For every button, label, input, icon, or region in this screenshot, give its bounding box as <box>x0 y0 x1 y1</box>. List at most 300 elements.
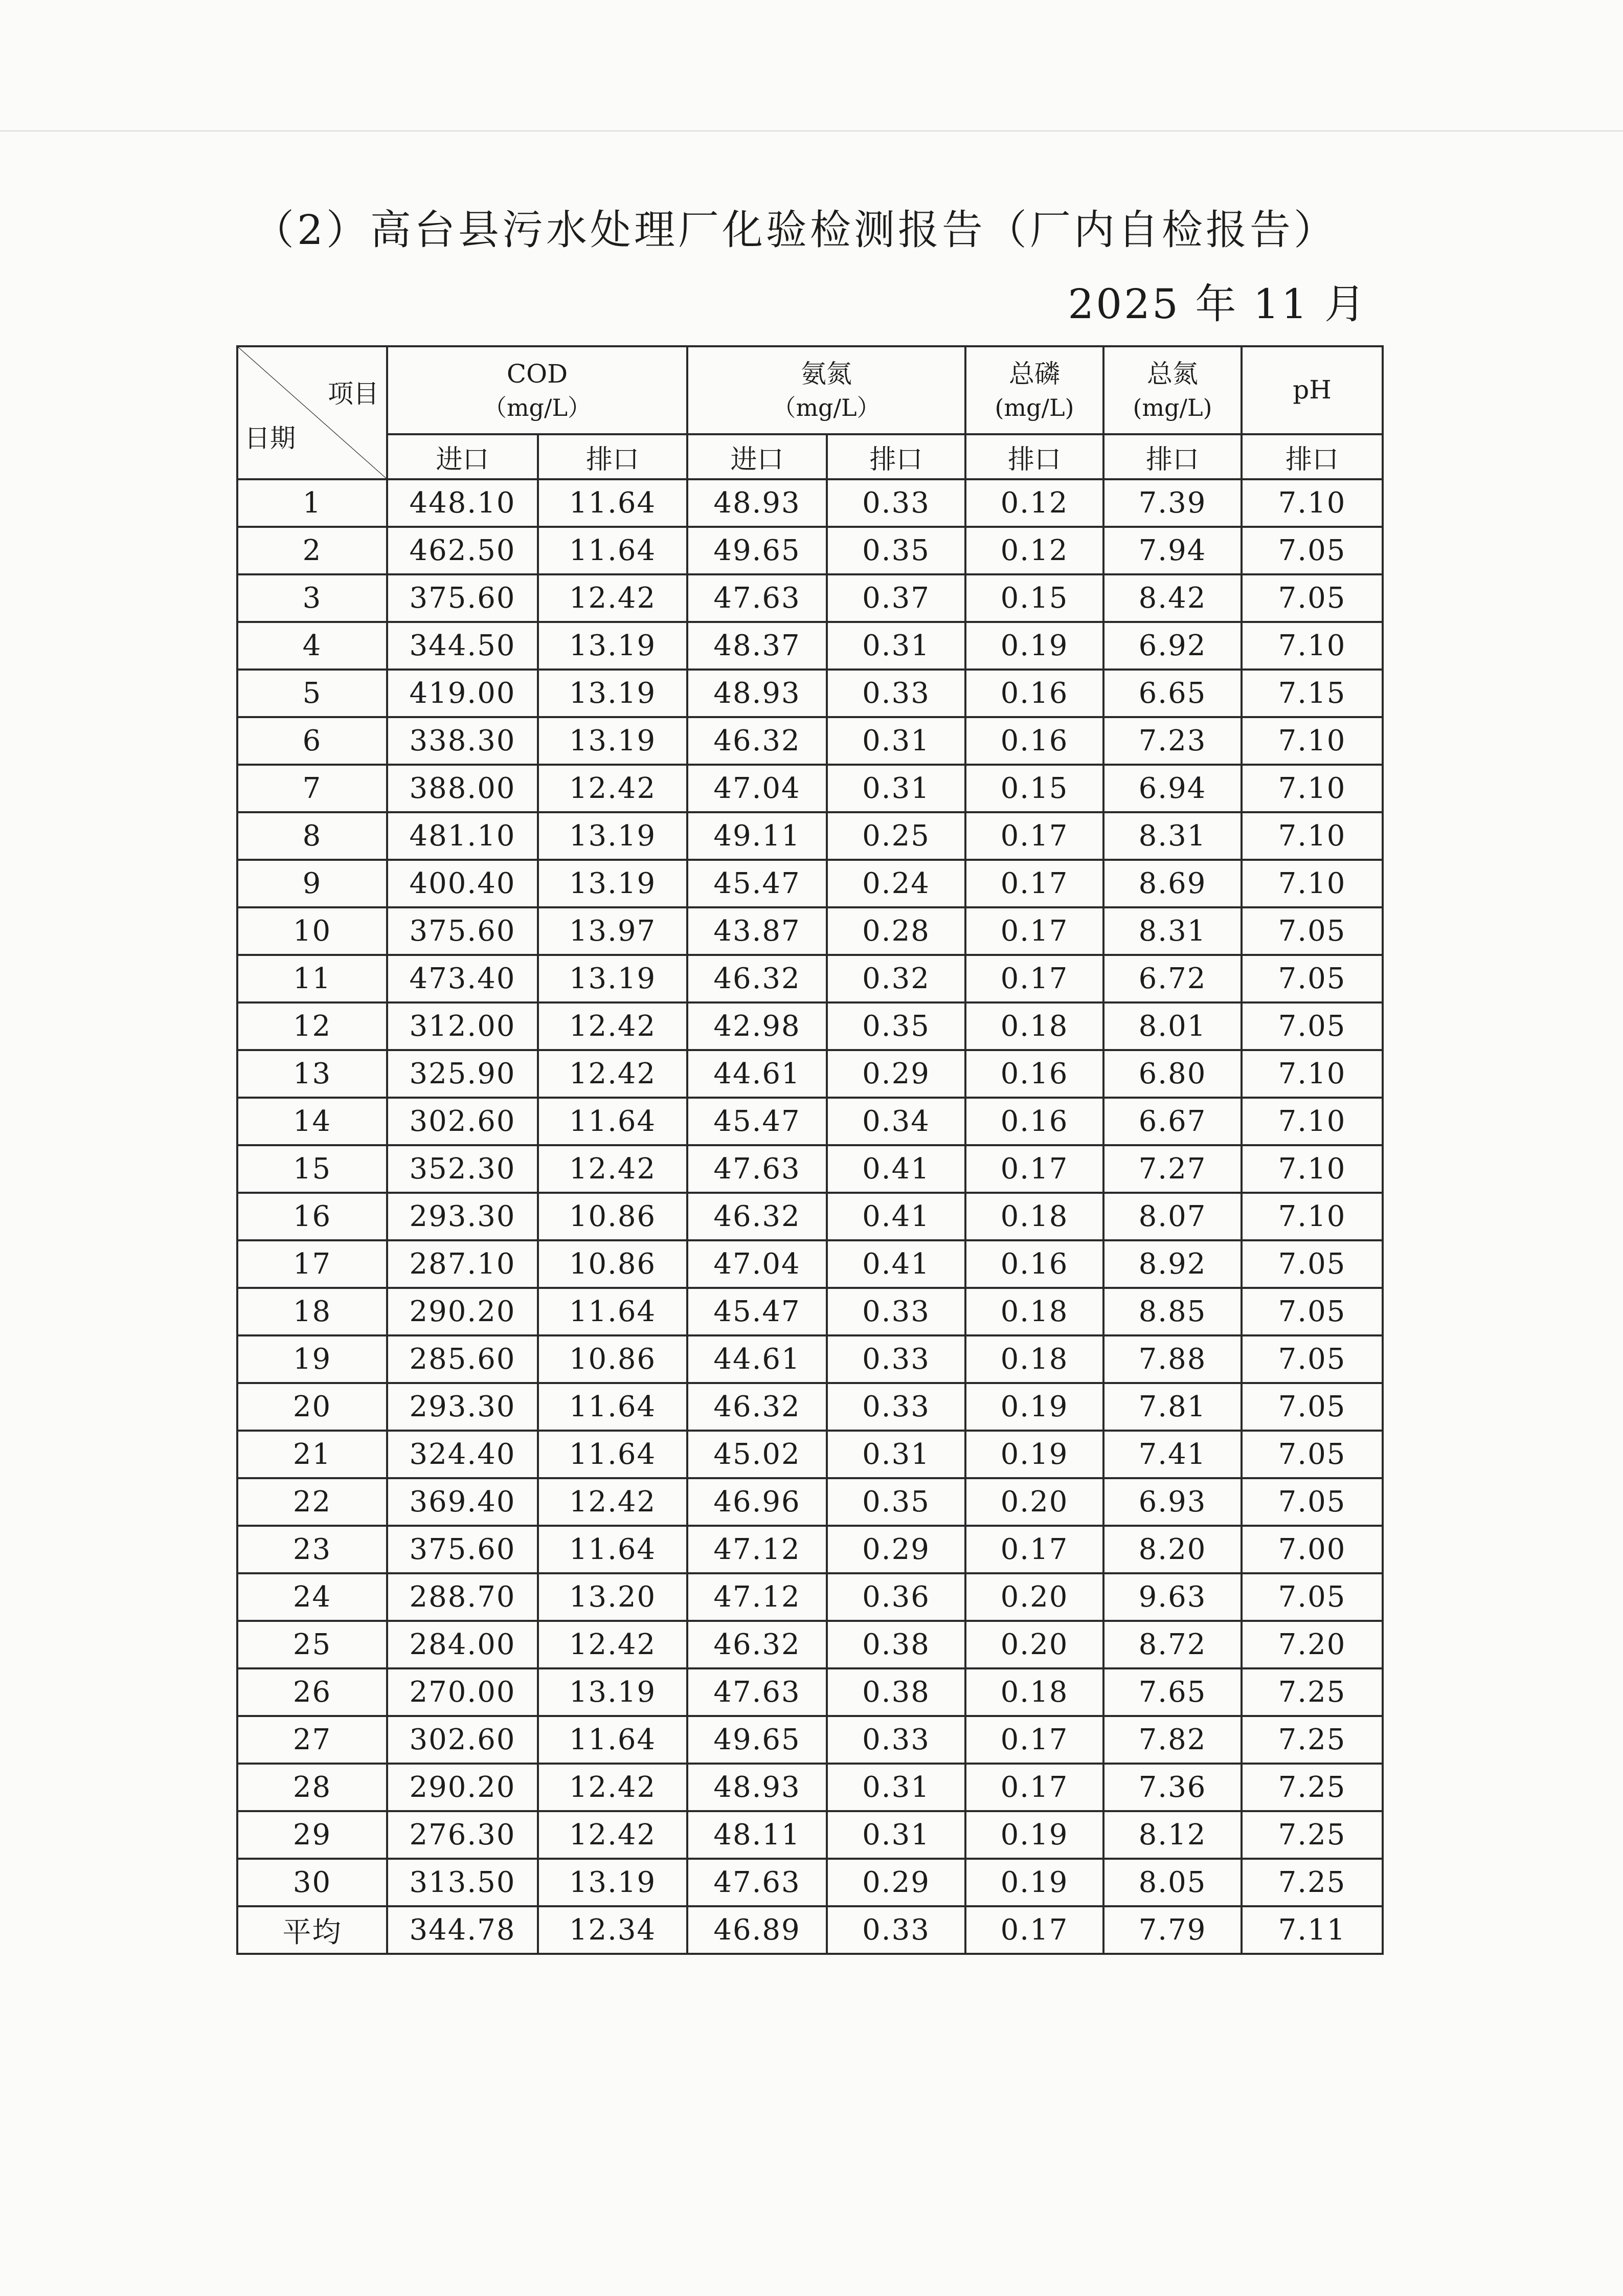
cod-outlet-cell: 10.86 <box>538 1193 687 1240</box>
nh3n-outlet-cell: 0.33 <box>827 1716 965 1764</box>
cod-outlet-cell: 13.19 <box>538 1859 687 1906</box>
nh3n-outlet-cell: 0.41 <box>827 1240 965 1288</box>
tp-unit: (mg/L) <box>995 393 1074 421</box>
tn-outlet-header: 排口 <box>1103 434 1242 479</box>
tn-outlet-cell: 8.31 <box>1103 907 1242 955</box>
tn-outlet-cell: 9.63 <box>1103 1573 1242 1621</box>
ph-outlet-cell: 7.10 <box>1242 1098 1383 1145</box>
nh3n-outlet-cell: 0.35 <box>827 527 965 574</box>
nh3n-outlet-cell: 0.37 <box>827 574 965 622</box>
ph-header <box>1242 346 1383 434</box>
cod-inlet-cell: 270.00 <box>387 1668 538 1716</box>
avg-cod-outlet: 12.34 <box>538 1906 687 1954</box>
cod-inlet-cell: 285.60 <box>387 1335 538 1383</box>
cod-inlet-cell: 325.90 <box>387 1050 538 1098</box>
nh3n-outlet-cell: 0.35 <box>827 1478 965 1526</box>
table-row <box>237 1764 1383 1811</box>
tp-outlet-cell: 0.19 <box>965 622 1103 670</box>
day-cell: 9 <box>237 860 387 907</box>
table-row <box>237 1478 1383 1526</box>
report-date: 2025 年 11 月 <box>1068 280 1367 328</box>
nh3n-inlet-cell: 47.04 <box>687 765 827 812</box>
nh3n-inlet-cell: 42.98 <box>687 1002 827 1050</box>
ph-outlet-cell: 7.10 <box>1242 765 1383 812</box>
tp-outlet-cell: 0.15 <box>965 574 1103 622</box>
day-cell: 2 <box>237 527 387 574</box>
cod-outlet-cell: 12.42 <box>538 1621 687 1668</box>
cod-inlet-cell: 473.40 <box>387 955 538 1002</box>
day-cell: 13 <box>237 1050 387 1098</box>
ph-outlet-cell: 7.05 <box>1242 1240 1383 1288</box>
nh3n-inlet-cell: 49.11 <box>687 812 827 860</box>
tn-outlet-cell: 6.65 <box>1103 670 1242 717</box>
tp-outlet-header: 排口 <box>965 434 1103 479</box>
cod-inlet-cell: 344.50 <box>387 622 538 670</box>
cod-outlet-cell: 11.64 <box>538 479 687 527</box>
nh3n-inlet-cell: 48.93 <box>687 670 827 717</box>
tn-outlet-cell: 8.72 <box>1103 1621 1242 1668</box>
table-row <box>237 1716 1383 1764</box>
cod-outlet-cell: 11.64 <box>538 1383 687 1431</box>
tp-outlet-cell: 0.17 <box>965 1526 1103 1573</box>
nh3n-inlet-cell: 46.96 <box>687 1478 827 1526</box>
day-cell: 30 <box>237 1859 387 1906</box>
nh3n-outlet-cell: 0.28 <box>827 907 965 955</box>
ph-outlet-cell: 7.10 <box>1242 622 1383 670</box>
ph-outlet-cell: 7.05 <box>1242 1288 1383 1335</box>
table-row <box>237 1050 1383 1098</box>
cod-outlet-cell: 13.19 <box>538 812 687 860</box>
cod-unit: （mg/L） <box>483 393 592 421</box>
table-row <box>237 479 1383 527</box>
nh3n-inlet-cell: 44.61 <box>687 1050 827 1098</box>
cod-inlet-cell: 419.00 <box>387 670 538 717</box>
ph-outlet-cell: 7.20 <box>1242 1621 1383 1668</box>
tn-outlet-cell: 8.20 <box>1103 1526 1242 1573</box>
tn-outlet-cell: 8.42 <box>1103 574 1242 622</box>
ph-outlet-cell: 7.25 <box>1242 1716 1383 1764</box>
nh3n-inlet-cell: 45.47 <box>687 860 827 907</box>
cod-inlet-cell: 481.10 <box>387 812 538 860</box>
avg-ph-outlet: 7.11 <box>1242 1906 1383 1954</box>
tp-outlet-cell: 0.16 <box>965 670 1103 717</box>
cod-outlet-cell: 13.19 <box>538 670 687 717</box>
day-cell: 5 <box>237 670 387 717</box>
ph-outlet-cell: 7.25 <box>1242 1764 1383 1811</box>
nh3n-inlet-cell: 47.63 <box>687 1145 827 1193</box>
table-row <box>237 1573 1383 1621</box>
nh3n-inlet-cell: 48.93 <box>687 1764 827 1811</box>
header-row-sub <box>237 434 1383 479</box>
water-quality-table <box>236 345 1384 1955</box>
tp-outlet-cell: 0.18 <box>965 1288 1103 1335</box>
cod-outlet-cell: 12.42 <box>538 1050 687 1098</box>
day-cell: 10 <box>237 907 387 955</box>
day-cell: 14 <box>237 1098 387 1145</box>
cod-outlet-cell: 11.64 <box>538 1716 687 1764</box>
tn-outlet-cell: 7.39 <box>1103 479 1242 527</box>
nh3n-outlet-cell: 0.31 <box>827 765 965 812</box>
tn-outlet-cell: 7.94 <box>1103 527 1242 574</box>
cod-name: COD <box>506 359 568 389</box>
tn-outlet-cell: 6.92 <box>1103 622 1242 670</box>
table-row <box>237 1431 1383 1478</box>
tn-outlet-cell: 8.12 <box>1103 1811 1242 1859</box>
tn-outlet-cell: 6.72 <box>1103 955 1242 1002</box>
nh3n-outlet-header: 排口 <box>827 434 965 479</box>
avg-tn-outlet: 7.79 <box>1103 1906 1242 1954</box>
cod-inlet-cell: 352.30 <box>387 1145 538 1193</box>
ph-name: pH <box>1293 375 1332 405</box>
day-cell: 4 <box>237 622 387 670</box>
day-cell: 19 <box>237 1335 387 1383</box>
table-row <box>237 1383 1383 1431</box>
tn-outlet-cell: 7.82 <box>1103 1716 1242 1764</box>
day-cell: 17 <box>237 1240 387 1288</box>
table-row <box>237 955 1383 1002</box>
table-row <box>237 622 1383 670</box>
tp-name: 总磷 <box>1009 359 1060 389</box>
cod-inlet-cell: 293.30 <box>387 1193 538 1240</box>
nh3n-outlet-cell: 0.33 <box>827 1383 965 1431</box>
ph-outlet-cell: 7.10 <box>1242 717 1383 765</box>
nh3n-inlet-cell: 47.63 <box>687 1859 827 1906</box>
day-cell: 16 <box>237 1193 387 1240</box>
day-cell: 22 <box>237 1478 387 1526</box>
tn-outlet-cell: 8.01 <box>1103 1002 1242 1050</box>
nh3n-inlet-cell: 47.12 <box>687 1573 827 1621</box>
tp-outlet-cell: 0.19 <box>965 1859 1103 1906</box>
day-cell: 18 <box>237 1288 387 1335</box>
nh3n-outlet-cell: 0.29 <box>827 1859 965 1906</box>
ph-outlet-cell: 7.15 <box>1242 670 1383 717</box>
ph-outlet-cell: 7.10 <box>1242 1050 1383 1098</box>
tp-outlet-cell: 0.12 <box>965 527 1103 574</box>
tp-outlet-cell: 0.20 <box>965 1621 1103 1668</box>
cod-inlet-cell: 375.60 <box>387 574 538 622</box>
day-cell: 11 <box>237 955 387 1002</box>
average-label: 平均 <box>237 1906 387 1954</box>
nh3n-outlet-cell: 0.31 <box>827 1811 965 1859</box>
nh3n-outlet-cell: 0.34 <box>827 1098 965 1145</box>
nh3n-inlet-cell: 46.32 <box>687 1621 827 1668</box>
day-cell: 12 <box>237 1002 387 1050</box>
tp-header <box>965 346 1103 434</box>
ph-outlet-cell: 7.10 <box>1242 1193 1383 1240</box>
nh3n-inlet-cell: 46.32 <box>687 1193 827 1240</box>
table-row <box>237 1859 1383 1906</box>
tp-outlet-cell: 0.18 <box>965 1193 1103 1240</box>
nh3n-outlet-cell: 0.25 <box>827 812 965 860</box>
tn-outlet-cell: 8.05 <box>1103 1859 1242 1906</box>
cod-inlet-cell: 462.50 <box>387 527 538 574</box>
table-row <box>237 812 1383 860</box>
ph-outlet-cell: 7.25 <box>1242 1859 1383 1906</box>
cod-outlet-cell: 12.42 <box>538 1145 687 1193</box>
tp-outlet-cell: 0.17 <box>965 907 1103 955</box>
cod-outlet-cell: 13.19 <box>538 717 687 765</box>
table-row <box>237 1621 1383 1668</box>
ph-outlet-cell: 7.00 <box>1242 1526 1383 1573</box>
tp-outlet-cell: 0.16 <box>965 1050 1103 1098</box>
tn-header <box>1103 346 1242 434</box>
nh3n-outlet-cell: 0.33 <box>827 1288 965 1335</box>
cod-outlet-cell: 11.64 <box>538 527 687 574</box>
day-cell: 15 <box>237 1145 387 1193</box>
cod-outlet-cell: 13.19 <box>538 955 687 1002</box>
tp-outlet-cell: 0.17 <box>965 1716 1103 1764</box>
cod-outlet-cell: 11.64 <box>538 1431 687 1478</box>
cod-outlet-cell: 11.64 <box>538 1288 687 1335</box>
nh3n-inlet-cell: 47.04 <box>687 1240 827 1288</box>
cod-outlet-cell: 13.19 <box>538 1668 687 1716</box>
nh3n-outlet-cell: 0.38 <box>827 1668 965 1716</box>
nh3n-inlet-cell: 49.65 <box>687 527 827 574</box>
day-cell: 8 <box>237 812 387 860</box>
tn-outlet-cell: 7.27 <box>1103 1145 1242 1193</box>
cod-inlet-cell: 313.50 <box>387 1859 538 1906</box>
avg-nh3n-outlet: 0.33 <box>827 1906 965 1954</box>
table-body <box>237 479 1383 1906</box>
cod-outlet-cell: 11.64 <box>538 1098 687 1145</box>
tp-outlet-cell: 0.19 <box>965 1811 1103 1859</box>
day-cell: 26 <box>237 1668 387 1716</box>
cod-outlet-header: 排口 <box>538 434 687 479</box>
nh3n-inlet-cell: 46.32 <box>687 1383 827 1431</box>
tn-outlet-cell: 8.92 <box>1103 1240 1242 1288</box>
ph-outlet-cell: 7.05 <box>1242 574 1383 622</box>
tp-outlet-cell: 0.15 <box>965 765 1103 812</box>
nh3n-outlet-cell: 0.33 <box>827 670 965 717</box>
day-cell: 6 <box>237 717 387 765</box>
nh3n-outlet-cell: 0.31 <box>827 717 965 765</box>
cod-outlet-cell: 13.19 <box>538 860 687 907</box>
corner-header-cell <box>237 346 387 479</box>
ph-outlet-cell: 7.05 <box>1242 1383 1383 1431</box>
cod-outlet-cell: 12.42 <box>538 765 687 812</box>
tp-outlet-cell: 0.16 <box>965 1240 1103 1288</box>
ph-outlet-cell: 7.05 <box>1242 1335 1383 1383</box>
tp-outlet-cell: 0.17 <box>965 1145 1103 1193</box>
table-row <box>237 527 1383 574</box>
tn-name: 总氮 <box>1147 359 1198 389</box>
ph-outlet-cell: 7.05 <box>1242 527 1383 574</box>
ph-outlet-cell: 7.25 <box>1242 1668 1383 1716</box>
cod-inlet-cell: 284.00 <box>387 1621 538 1668</box>
tp-outlet-cell: 0.20 <box>965 1478 1103 1526</box>
ph-outlet-cell: 7.05 <box>1242 955 1383 1002</box>
tp-outlet-cell: 0.16 <box>965 717 1103 765</box>
cod-outlet-cell: 13.20 <box>538 1573 687 1621</box>
nh3n-outlet-cell: 0.31 <box>827 1764 965 1811</box>
nh3n-outlet-cell: 0.31 <box>827 622 965 670</box>
ph-outlet-cell: 7.10 <box>1242 812 1383 860</box>
tn-outlet-cell: 8.69 <box>1103 860 1242 907</box>
nh3n-outlet-cell: 0.29 <box>827 1526 965 1573</box>
tn-outlet-cell: 7.23 <box>1103 717 1242 765</box>
day-cell: 7 <box>237 765 387 812</box>
corner-date-label: 日期 <box>244 423 296 453</box>
tp-outlet-cell: 0.17 <box>965 955 1103 1002</box>
nh3n-outlet-cell: 0.29 <box>827 1050 965 1098</box>
day-cell: 28 <box>237 1764 387 1811</box>
table-row <box>237 860 1383 907</box>
nh3n-inlet-cell: 43.87 <box>687 907 827 955</box>
nh3n-inlet-cell: 45.47 <box>687 1098 827 1145</box>
ph-outlet-cell: 7.25 <box>1242 1811 1383 1859</box>
nh3n-inlet-cell: 49.65 <box>687 1716 827 1764</box>
ph-outlet-cell: 7.05 <box>1242 1002 1383 1050</box>
nh3n-inlet-cell: 48.93 <box>687 479 827 527</box>
table-row <box>237 1526 1383 1573</box>
nh3n-inlet-cell: 47.63 <box>687 574 827 622</box>
ph-outlet-cell: 7.05 <box>1242 1431 1383 1478</box>
table-row <box>237 1288 1383 1335</box>
cod-outlet-cell: 12.42 <box>538 1478 687 1526</box>
tn-outlet-cell: 7.81 <box>1103 1383 1242 1431</box>
tp-outlet-cell: 0.20 <box>965 1573 1103 1621</box>
nh3n-outlet-cell: 0.32 <box>827 955 965 1002</box>
nh3n-outlet-cell: 0.35 <box>827 1002 965 1050</box>
day-cell: 3 <box>237 574 387 622</box>
tn-outlet-cell: 7.88 <box>1103 1335 1242 1383</box>
tn-outlet-cell: 6.94 <box>1103 765 1242 812</box>
tn-outlet-cell: 6.80 <box>1103 1050 1242 1098</box>
tn-outlet-cell: 7.36 <box>1103 1764 1242 1811</box>
tn-outlet-cell: 6.67 <box>1103 1098 1242 1145</box>
tp-outlet-cell: 0.19 <box>965 1431 1103 1478</box>
cod-inlet-cell: 302.60 <box>387 1716 538 1764</box>
diagonal-divider <box>238 347 386 478</box>
cod-outlet-cell: 12.42 <box>538 1002 687 1050</box>
cod-inlet-header: 进口 <box>387 434 538 479</box>
nh3n-header <box>687 346 965 434</box>
cod-inlet-cell: 324.40 <box>387 1431 538 1478</box>
cod-inlet-cell: 293.30 <box>387 1383 538 1431</box>
day-cell: 25 <box>237 1621 387 1668</box>
cod-header <box>387 346 687 434</box>
tn-outlet-cell: 6.93 <box>1103 1478 1242 1526</box>
tn-outlet-cell: 8.85 <box>1103 1288 1242 1335</box>
table-row <box>237 1002 1383 1050</box>
tp-outlet-cell: 0.12 <box>965 479 1103 527</box>
cod-inlet-cell: 276.30 <box>387 1811 538 1859</box>
nh3n-inlet-cell: 46.32 <box>687 717 827 765</box>
nh3n-outlet-cell: 0.33 <box>827 1335 965 1383</box>
nh3n-inlet-cell: 48.11 <box>687 1811 827 1859</box>
cod-inlet-cell: 312.00 <box>387 1002 538 1050</box>
nh3n-inlet-cell: 48.37 <box>687 622 827 670</box>
cod-inlet-cell: 338.30 <box>387 717 538 765</box>
cod-inlet-cell: 400.40 <box>387 860 538 907</box>
cod-outlet-cell: 13.19 <box>538 622 687 670</box>
tn-outlet-cell: 7.65 <box>1103 1668 1242 1716</box>
day-cell: 21 <box>237 1431 387 1478</box>
nh3n-inlet-cell: 45.47 <box>687 1288 827 1335</box>
nh3n-outlet-cell: 0.41 <box>827 1193 965 1240</box>
table-row <box>237 1193 1383 1240</box>
nh3n-inlet-cell: 45.02 <box>687 1431 827 1478</box>
nh3n-outlet-cell: 0.41 <box>827 1145 965 1193</box>
day-cell: 20 <box>237 1383 387 1431</box>
table-row <box>237 670 1383 717</box>
cod-inlet-cell: 388.00 <box>387 765 538 812</box>
cod-inlet-cell: 369.40 <box>387 1478 538 1526</box>
tn-unit: (mg/L) <box>1133 393 1212 421</box>
tp-outlet-cell: 0.18 <box>965 1335 1103 1383</box>
table-row <box>237 574 1383 622</box>
cod-outlet-cell: 11.64 <box>538 1526 687 1573</box>
tp-outlet-cell: 0.19 <box>965 1383 1103 1431</box>
cod-inlet-cell: 290.20 <box>387 1764 538 1811</box>
table-row <box>237 1145 1383 1193</box>
cod-outlet-cell: 12.42 <box>538 574 687 622</box>
table-row <box>237 1098 1383 1145</box>
ph-outlet-header: 排口 <box>1242 434 1383 479</box>
tn-outlet-cell: 7.41 <box>1103 1431 1242 1478</box>
tp-outlet-cell: 0.18 <box>965 1002 1103 1050</box>
cod-inlet-cell: 288.70 <box>387 1573 538 1621</box>
avg-cod-inlet: 344.78 <box>387 1906 538 1954</box>
ph-outlet-cell: 7.05 <box>1242 1478 1383 1526</box>
table-row <box>237 1668 1383 1716</box>
nh3n-outlet-cell: 0.33 <box>827 479 965 527</box>
nh3n-name: 氨氮 <box>801 359 852 389</box>
nh3n-outlet-cell: 0.36 <box>827 1573 965 1621</box>
day-cell: 24 <box>237 1573 387 1621</box>
cod-inlet-cell: 375.60 <box>387 1526 538 1573</box>
cod-inlet-cell: 302.60 <box>387 1098 538 1145</box>
tn-outlet-cell: 8.07 <box>1103 1193 1242 1240</box>
avg-nh3n-inlet: 46.89 <box>687 1906 827 1954</box>
day-cell: 1 <box>237 479 387 527</box>
nh3n-outlet-cell: 0.38 <box>827 1621 965 1668</box>
tp-outlet-cell: 0.17 <box>965 812 1103 860</box>
cod-outlet-cell: 12.42 <box>538 1764 687 1811</box>
ph-outlet-cell: 7.05 <box>1242 1573 1383 1621</box>
nh3n-unit: （mg/L） <box>772 393 881 421</box>
table-row <box>237 1335 1383 1383</box>
ph-outlet-cell: 7.05 <box>1242 907 1383 955</box>
nh3n-inlet-cell: 46.32 <box>687 955 827 1002</box>
cod-outlet-cell: 10.86 <box>538 1240 687 1288</box>
nh3n-outlet-cell: 0.24 <box>827 860 965 907</box>
cod-inlet-cell: 448.10 <box>387 479 538 527</box>
avg-tp-outlet: 0.17 <box>965 1906 1103 1954</box>
tn-outlet-cell: 8.31 <box>1103 812 1242 860</box>
table-row <box>237 717 1383 765</box>
cod-inlet-cell: 290.20 <box>387 1288 538 1335</box>
tp-outlet-cell: 0.16 <box>965 1098 1103 1145</box>
scan-artifact-line <box>0 130 1623 131</box>
cod-outlet-cell: 13.97 <box>538 907 687 955</box>
ph-outlet-cell: 7.10 <box>1242 479 1383 527</box>
tp-outlet-cell: 0.17 <box>965 860 1103 907</box>
tp-outlet-cell: 0.18 <box>965 1668 1103 1716</box>
table-row <box>237 1811 1383 1859</box>
cod-inlet-cell: 287.10 <box>387 1240 538 1288</box>
corner-item-label: 项目 <box>328 379 379 409</box>
nh3n-inlet-cell: 47.12 <box>687 1526 827 1573</box>
ph-outlet-cell: 7.10 <box>1242 860 1383 907</box>
table-row <box>237 765 1383 812</box>
table-row <box>237 1240 1383 1288</box>
header-row-top <box>237 346 1383 434</box>
ph-outlet-cell: 7.10 <box>1242 1145 1383 1193</box>
report-title: （2）高台县污水处理厂化验检测报告（厂内自检报告） <box>253 206 1338 254</box>
cod-outlet-cell: 10.86 <box>538 1335 687 1383</box>
nh3n-inlet-cell: 44.61 <box>687 1335 827 1383</box>
